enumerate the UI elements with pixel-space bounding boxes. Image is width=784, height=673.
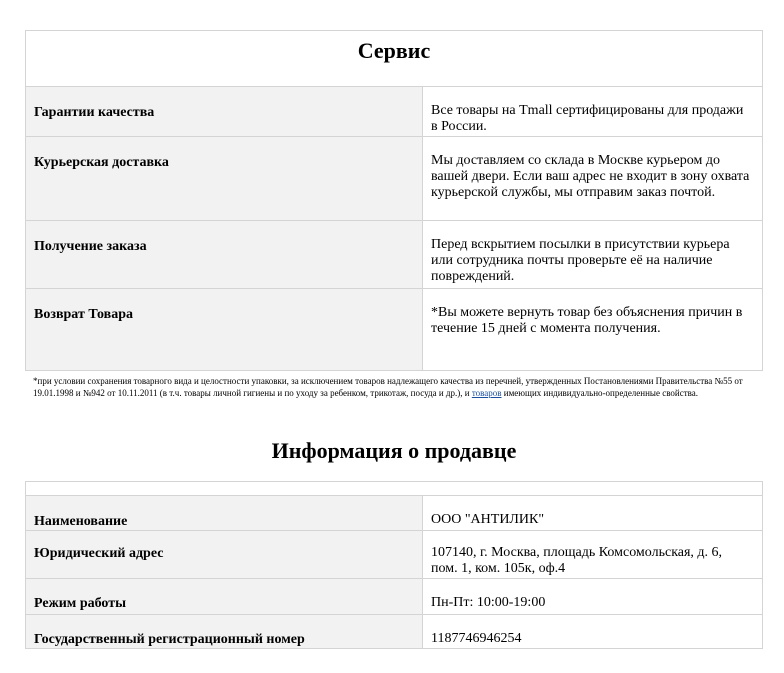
table-row bbox=[26, 496, 763, 531]
seller-title: Информация о продавце bbox=[271, 438, 517, 463]
service-header bbox=[25, 30, 763, 86]
service-table bbox=[25, 86, 763, 371]
footnote bbox=[33, 375, 753, 399]
row-label-ogrn: Государственный регистрационный номер bbox=[26, 615, 423, 649]
row-label-name: Наименование bbox=[26, 496, 423, 531]
table-row bbox=[26, 137, 763, 221]
row-label-return: Возврат Товара bbox=[26, 289, 423, 371]
row-label-receiving: Получение заказа bbox=[26, 221, 423, 289]
table-row bbox=[26, 289, 763, 371]
service-title: Сервис bbox=[357, 38, 431, 63]
table-row bbox=[26, 579, 763, 615]
table-row bbox=[26, 615, 763, 649]
footnote-goods-link[interactable]: товаров bbox=[471, 388, 502, 398]
row-value-return: *Вы можете вернуть товар без объяснения причин в течение 15 дней с момента получения. bbox=[423, 289, 763, 371]
row-value-name: ООО "АНТИЛИК" bbox=[423, 496, 763, 531]
row-label-hours: Режим работы bbox=[26, 579, 423, 615]
table-row bbox=[26, 221, 763, 289]
table-row bbox=[26, 87, 763, 137]
row-label-address: Юридический адрес bbox=[26, 531, 423, 579]
footnote-text-before: *при условии сохранения товарного вида и целостности упаковки, за исключением товаров надлежащего качества из перечней, утвержденных Постановлениями Правительства №55 от 19.01.1998 и №942 от 10.11.2011 (в т.ч. товары личной гигиены и по уходу за ребенком, трикотаж, посуда и др.), и bbox=[33, 376, 743, 398]
footnote-text-after: имеющих индивидуально-определенные свойства. bbox=[501, 388, 699, 398]
row-label-quality: Гарантии качества bbox=[26, 87, 423, 137]
row-value-quality: Все товары на Tmall сертифицированы для продажи в России. bbox=[423, 87, 763, 137]
seller-table bbox=[25, 495, 763, 649]
row-value-address: 107140, г. Москва, площадь Комсомольская, д. 6, пом. 1, ком. 105к, оф.4 bbox=[423, 531, 763, 579]
row-value-receiving: Перед вскрытием посылки в присутствии курьера или сотрудника почты проверьте её на наличие повреждений. bbox=[423, 221, 763, 289]
row-value-hours: Пн-Пт: 10:00-19:00 bbox=[423, 579, 763, 615]
seller-table-header bbox=[25, 481, 763, 495]
row-value-ogrn: 1187746946254 bbox=[423, 615, 763, 649]
row-label-delivery: Курьерская доставка bbox=[26, 137, 423, 221]
row-value-delivery: Мы доставляем со склада в Москве курьером до вашей двери. Если ваш адрес не входит в зону охвата курьерской службы, мы отправим заказ почтой. bbox=[423, 137, 763, 221]
table-row bbox=[26, 531, 763, 579]
